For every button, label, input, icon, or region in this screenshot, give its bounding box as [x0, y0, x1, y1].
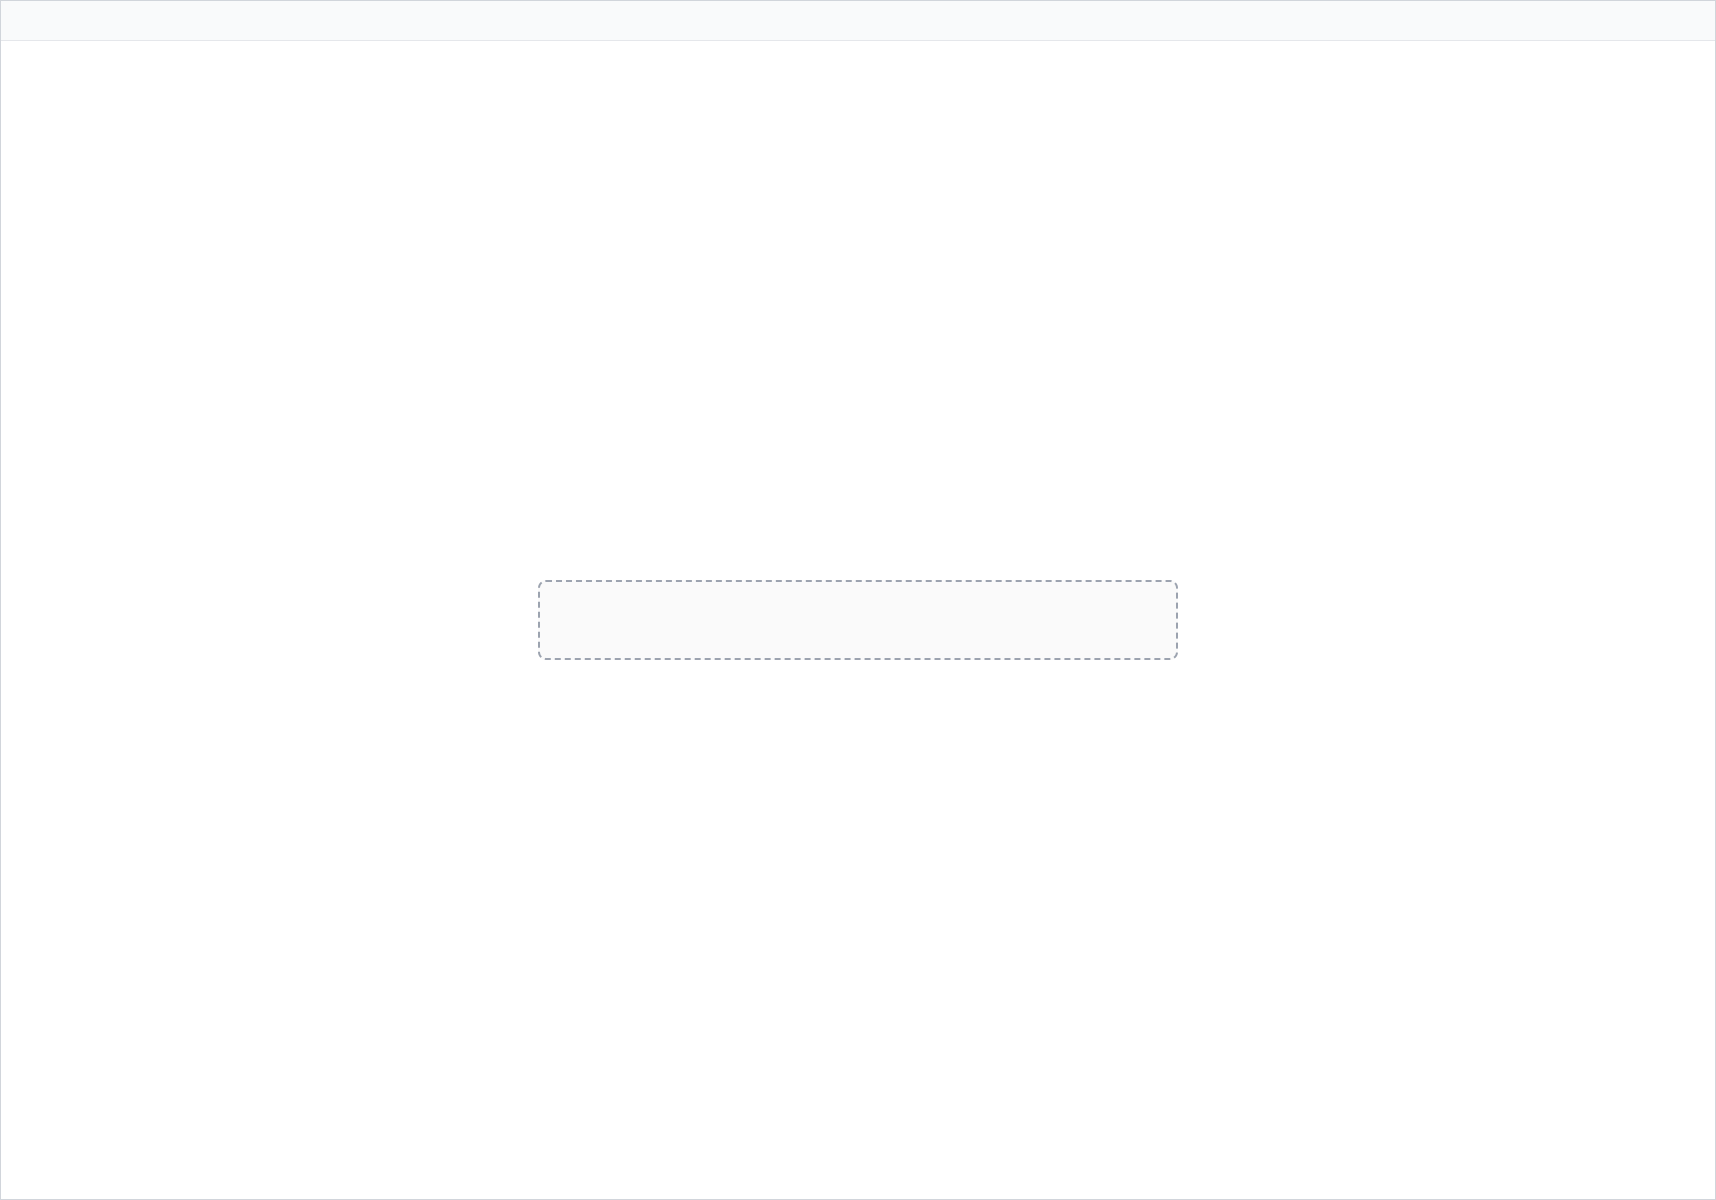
main-content	[1, 41, 1715, 1199]
window-title-bar	[1, 1, 1715, 41]
missing-screenshot-notice	[538, 580, 1178, 660]
